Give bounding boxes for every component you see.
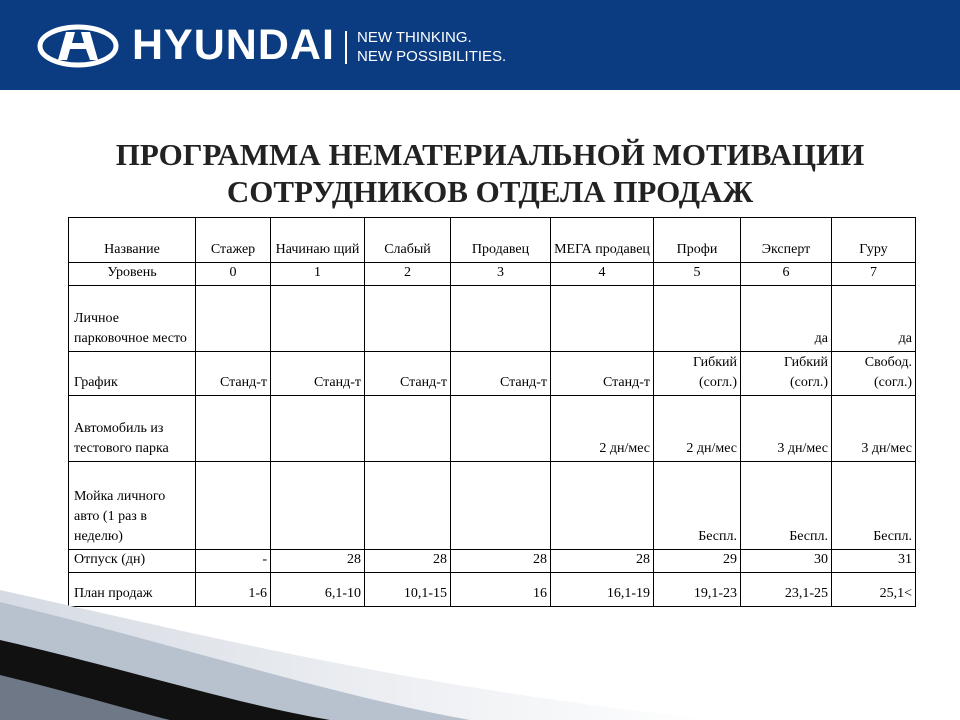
brand-slogan	[357, 28, 506, 66]
header-bar	[0, 0, 960, 90]
brand-divider	[345, 31, 347, 64]
slogan-line-2: NEW POSSIBILITIES.	[357, 48, 507, 65]
corner-header: Название	[69, 218, 196, 263]
table-row-parking	[69, 286, 916, 352]
table-cell: 28	[271, 550, 365, 573]
table-cell	[451, 396, 551, 462]
table-row-vacation	[69, 550, 916, 573]
slogan-line-1: NEW THINKING.	[357, 29, 472, 46]
table-cell: 28	[365, 550, 451, 573]
row-label: Автомобиль из тестового парка	[69, 396, 196, 462]
table-cell: 6	[741, 263, 832, 286]
table-cell: -	[196, 550, 271, 573]
table-cell	[551, 286, 654, 352]
table-cell: 16	[451, 573, 551, 607]
table-cell: 2 дн/мес	[654, 396, 741, 462]
table-row-level	[69, 263, 916, 286]
table-cell	[365, 286, 451, 352]
table-header-row	[69, 218, 916, 263]
column-header: Стажер	[196, 218, 271, 263]
table-cell: 19,1-23	[654, 573, 741, 607]
column-header: МЕГА продавец	[551, 218, 654, 263]
table-cell: 29	[654, 550, 741, 573]
table-cell: 3	[451, 263, 551, 286]
brand-name: HYUNDAI	[132, 21, 335, 69]
table-cell: 31	[832, 550, 916, 573]
table-cell: да	[832, 286, 916, 352]
column-header: Эксперт	[741, 218, 832, 263]
table-cell: Станд-т	[365, 352, 451, 396]
table-cell	[451, 462, 551, 550]
title-line-2: СОТРУДНИКОВ ОТДЕЛА ПРОДАЖ	[226, 174, 754, 209]
column-header: Гуру	[832, 218, 916, 263]
row-label: Мойка личного авто (1 раз в неделю)	[69, 462, 196, 550]
table-cell	[271, 462, 365, 550]
table-row-schedule	[69, 352, 916, 396]
table-cell: Свобод. (согл.)	[832, 352, 916, 396]
table-cell	[271, 286, 365, 352]
table-cell: 23,1-25	[741, 573, 832, 607]
table-cell	[196, 286, 271, 352]
table-cell: 25,1<	[832, 573, 916, 607]
table-cell: 1-6	[196, 573, 271, 607]
row-label: Уровень	[69, 263, 196, 286]
table-cell: Беспл.	[741, 462, 832, 550]
table-cell: 4	[551, 263, 654, 286]
table-cell: 0	[196, 263, 271, 286]
table-cell: 28	[551, 550, 654, 573]
table-cell	[196, 396, 271, 462]
row-label: План продаж	[69, 573, 196, 607]
table-cell: 28	[451, 550, 551, 573]
table-cell: Беспл.	[654, 462, 741, 550]
table-cell	[365, 396, 451, 462]
table-cell	[551, 462, 654, 550]
table-cell: 16,1-19	[551, 573, 654, 607]
decorative-swoosh	[0, 580, 960, 720]
table-cell: 3 дн/мес	[741, 396, 832, 462]
table-cell: Станд-т	[551, 352, 654, 396]
table-cell: 2 дн/мес	[551, 396, 654, 462]
table-cell: Гибкий (согл.)	[654, 352, 741, 396]
table-cell: 30	[741, 550, 832, 573]
table-cell: да	[741, 286, 832, 352]
row-label: Отпуск (дн)	[69, 550, 196, 573]
row-label: Личное парковочное место	[69, 286, 196, 352]
column-header: Продавец	[451, 218, 551, 263]
page-title	[60, 136, 920, 210]
table-cell: 10,1-15	[365, 573, 451, 607]
table-cell	[654, 286, 741, 352]
table-cell: Станд-т	[451, 352, 551, 396]
hyundai-emblem-icon	[36, 23, 120, 69]
table-cell: Станд-т	[271, 352, 365, 396]
table-cell	[196, 462, 271, 550]
table-cell	[451, 286, 551, 352]
table-cell: 1	[271, 263, 365, 286]
column-header: Начинаю щий	[271, 218, 365, 263]
table-cell: 2	[365, 263, 451, 286]
table-cell: Гибкий (согл.)	[741, 352, 832, 396]
table-cell: 6,1-10	[271, 573, 365, 607]
table-row-test-car	[69, 396, 916, 462]
table-row-car-wash	[69, 462, 916, 550]
table-cell	[365, 462, 451, 550]
title-line-1: ПРОГРАММА НЕМАТЕРИАЛЬНОЙ МОТИВАЦИИ	[115, 137, 865, 172]
table-cell: 3 дн/мес	[832, 396, 916, 462]
motivation-table	[68, 217, 916, 607]
table-cell	[271, 396, 365, 462]
table-cell: 7	[832, 263, 916, 286]
row-label: График	[69, 352, 196, 396]
table-cell: Беспл.	[832, 462, 916, 550]
column-header: Слабый	[365, 218, 451, 263]
table-cell: Станд-т	[196, 352, 271, 396]
column-header: Профи	[654, 218, 741, 263]
table-cell: 5	[654, 263, 741, 286]
